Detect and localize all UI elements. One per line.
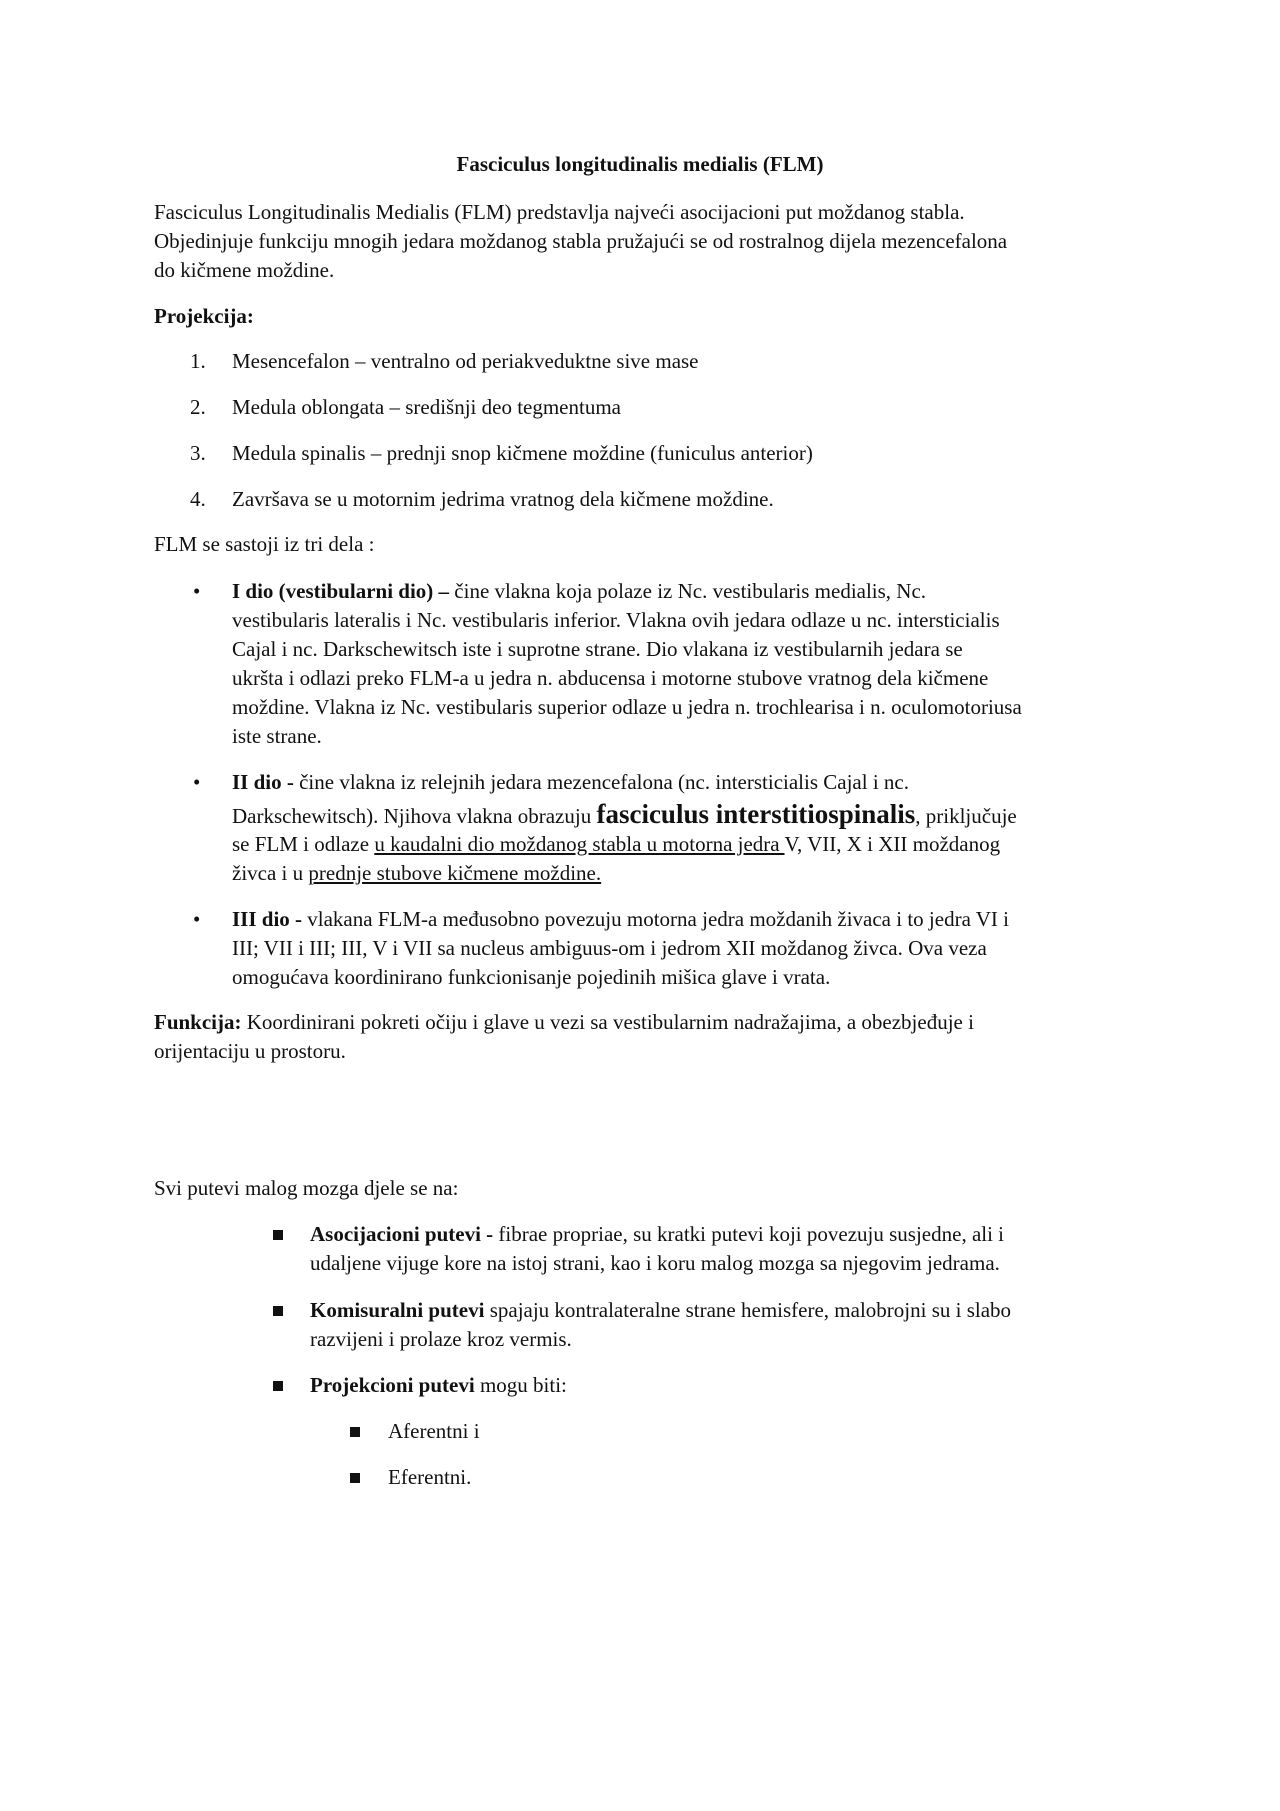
part2-line-4 — [232, 859, 1132, 888]
part3-text: vlakana FLM-a međusobno povezuju motorna jedra moždanih živaca i to jedra VI i — [302, 907, 1010, 931]
funkcija-line-1 — [154, 1008, 1134, 1037]
intro-line-3: do kičmene moždine. — [154, 258, 335, 282]
part1-line-1 — [232, 577, 1132, 606]
part2-line-3 — [232, 830, 1132, 859]
part2-line-1 — [232, 768, 1132, 797]
part2-line-2 — [232, 800, 1132, 831]
part2-text: V, VII, X i XII moždanog — [784, 832, 1001, 856]
part1-line-2: vestibularis lateralis i Nc. vestibularis inferior. Vlakna ovih jedara odlaze u nc. intersticialis — [232, 608, 1000, 632]
asoc-line-2: udaljene vijuge kore na istoj strani, kao i koru malog mozga sa njegovim jedrama. — [310, 1251, 1000, 1275]
square-bullet-icon — [350, 1427, 360, 1437]
part2-underlined: prednje stubove kičmene moždine. — [308, 861, 602, 885]
square-bullet-icon — [273, 1381, 283, 1391]
proj-line-1 — [310, 1371, 1130, 1400]
list-item: Medula spinalis – prednji snop kičmene moždine (funiculus anterior) — [232, 441, 813, 465]
bullet-icon: • — [193, 770, 201, 794]
komis-line-2: razvijeni i prolaze kroz vermis. — [310, 1327, 572, 1351]
list-number: 1. — [190, 349, 206, 373]
part2-text: , priključuje — [915, 804, 1017, 828]
komis-label: Komisuralni putevi — [310, 1298, 485, 1322]
intro-line-2: Objedinjuje funkciju mnogih jedara moždanog stabla pružajući se od rostralnog dijela mezencefalona — [154, 229, 1008, 253]
asoc-label: Asocijacioni putevi - — [310, 1222, 494, 1246]
part2-label: II dio - — [232, 770, 294, 794]
cerebellum-intro: Svi putevi malog mozga djele se na: — [154, 1176, 459, 1200]
asoc-text: fibrae propriae, su kratki putevi koji povezuju susjedne, ali i — [493, 1222, 1005, 1246]
part2-emphasis: fasciculus interstitiospinalis — [596, 799, 916, 829]
list-item: Medula oblongata – središnji deo tegmentuma — [232, 395, 621, 419]
square-bullet-icon — [350, 1473, 360, 1483]
part1-line-5: moždine. Vlakna iz Nc. vestibularis superior odlaze u jedra n. trochlearisa i n. oculomotoriusa — [232, 695, 1022, 719]
square-bullet-icon — [273, 1230, 283, 1240]
part2-text: Darkschewitsch). Njihova vlakna obrazuju — [232, 804, 597, 828]
proj-text: mogu biti: — [474, 1373, 567, 1397]
part3-line-2: III; VII i III; III, V i VII sa nucleus ambiguus-om i jedrom XII moždanog živca. Ova veza — [232, 936, 987, 960]
part1-line-4: ukršta i odlazi preko FLM-a u jedra n. abducensa i motorne stubove vratnog dela kičmene — [232, 666, 989, 690]
part2-text: čine vlakna iz relejnih jedara mezencefalona (nc. intersticialis Cajal i nc. — [293, 770, 909, 794]
asoc-line-1 — [310, 1220, 1130, 1249]
part2-text: živca i u — [232, 861, 309, 885]
funkcija-label: Funkcija: — [154, 1010, 242, 1034]
bullet-icon: • — [193, 579, 201, 603]
part3-line-3: omogućava koordinirano funkcionisanje pojedinih mišica glave i vrata. — [232, 965, 831, 989]
list-item: Završava se u motornim jedrima vratnog dela kičmene moždine. — [232, 487, 774, 511]
komis-text: spajaju kontralateralne strane hemisfere, malobrojni su i slabo — [484, 1298, 1012, 1322]
list-number: 2. — [190, 395, 206, 419]
projekcija-heading: Projekcija: — [154, 304, 254, 328]
part2-underlined: u kaudalni dio moždanog stabla u motorna jedra — [374, 832, 785, 856]
sub-item-aferentni: Aferentni i — [388, 1419, 480, 1443]
document-title: Fasciculus longitudinalis medialis (FLM) — [456, 152, 824, 176]
intro-line-1: Fasciculus Longitudinalis Medialis (FLM) predstavlja najveći asocijacioni put moždanog stabla. — [154, 200, 965, 224]
part1-line-6: iste strane. — [232, 724, 322, 748]
komis-line-1 — [310, 1296, 1130, 1325]
part3-line-1 — [232, 905, 1132, 934]
part3-label: III dio - — [232, 907, 303, 931]
list-number: 3. — [190, 441, 206, 465]
list-number: 4. — [190, 487, 206, 511]
list-item: Mesencefalon – ventralno od periakveduktne sive mase — [232, 349, 699, 373]
funkcija-line-2: orijentaciju u prostoru. — [154, 1039, 346, 1063]
bullet-icon: • — [193, 907, 201, 931]
parts-intro: FLM se sastoji iz tri dela : — [154, 532, 375, 556]
sub-item-eferentni: Eferentni. — [388, 1465, 472, 1489]
part1-text: čine vlakna koja polaze iz Nc. vestibularis medialis, Nc. — [449, 579, 927, 603]
proj-label: Projekcioni putevi — [310, 1373, 475, 1397]
part1-label: I dio (vestibularni dio) – — [232, 579, 450, 603]
part1-line-3: Cajal i nc. Darkschewitsch iste i suprotne strane. Dio vlakana iz vestibularnih jedara se — [232, 637, 963, 661]
part2-text: se FLM i odlaze — [232, 832, 375, 856]
square-bullet-icon — [273, 1306, 283, 1316]
funkcija-text: Koordinirani pokreti očiju i glave u vezi sa vestibularnim nadražajima, a obezbjeđuje i — [241, 1010, 974, 1034]
